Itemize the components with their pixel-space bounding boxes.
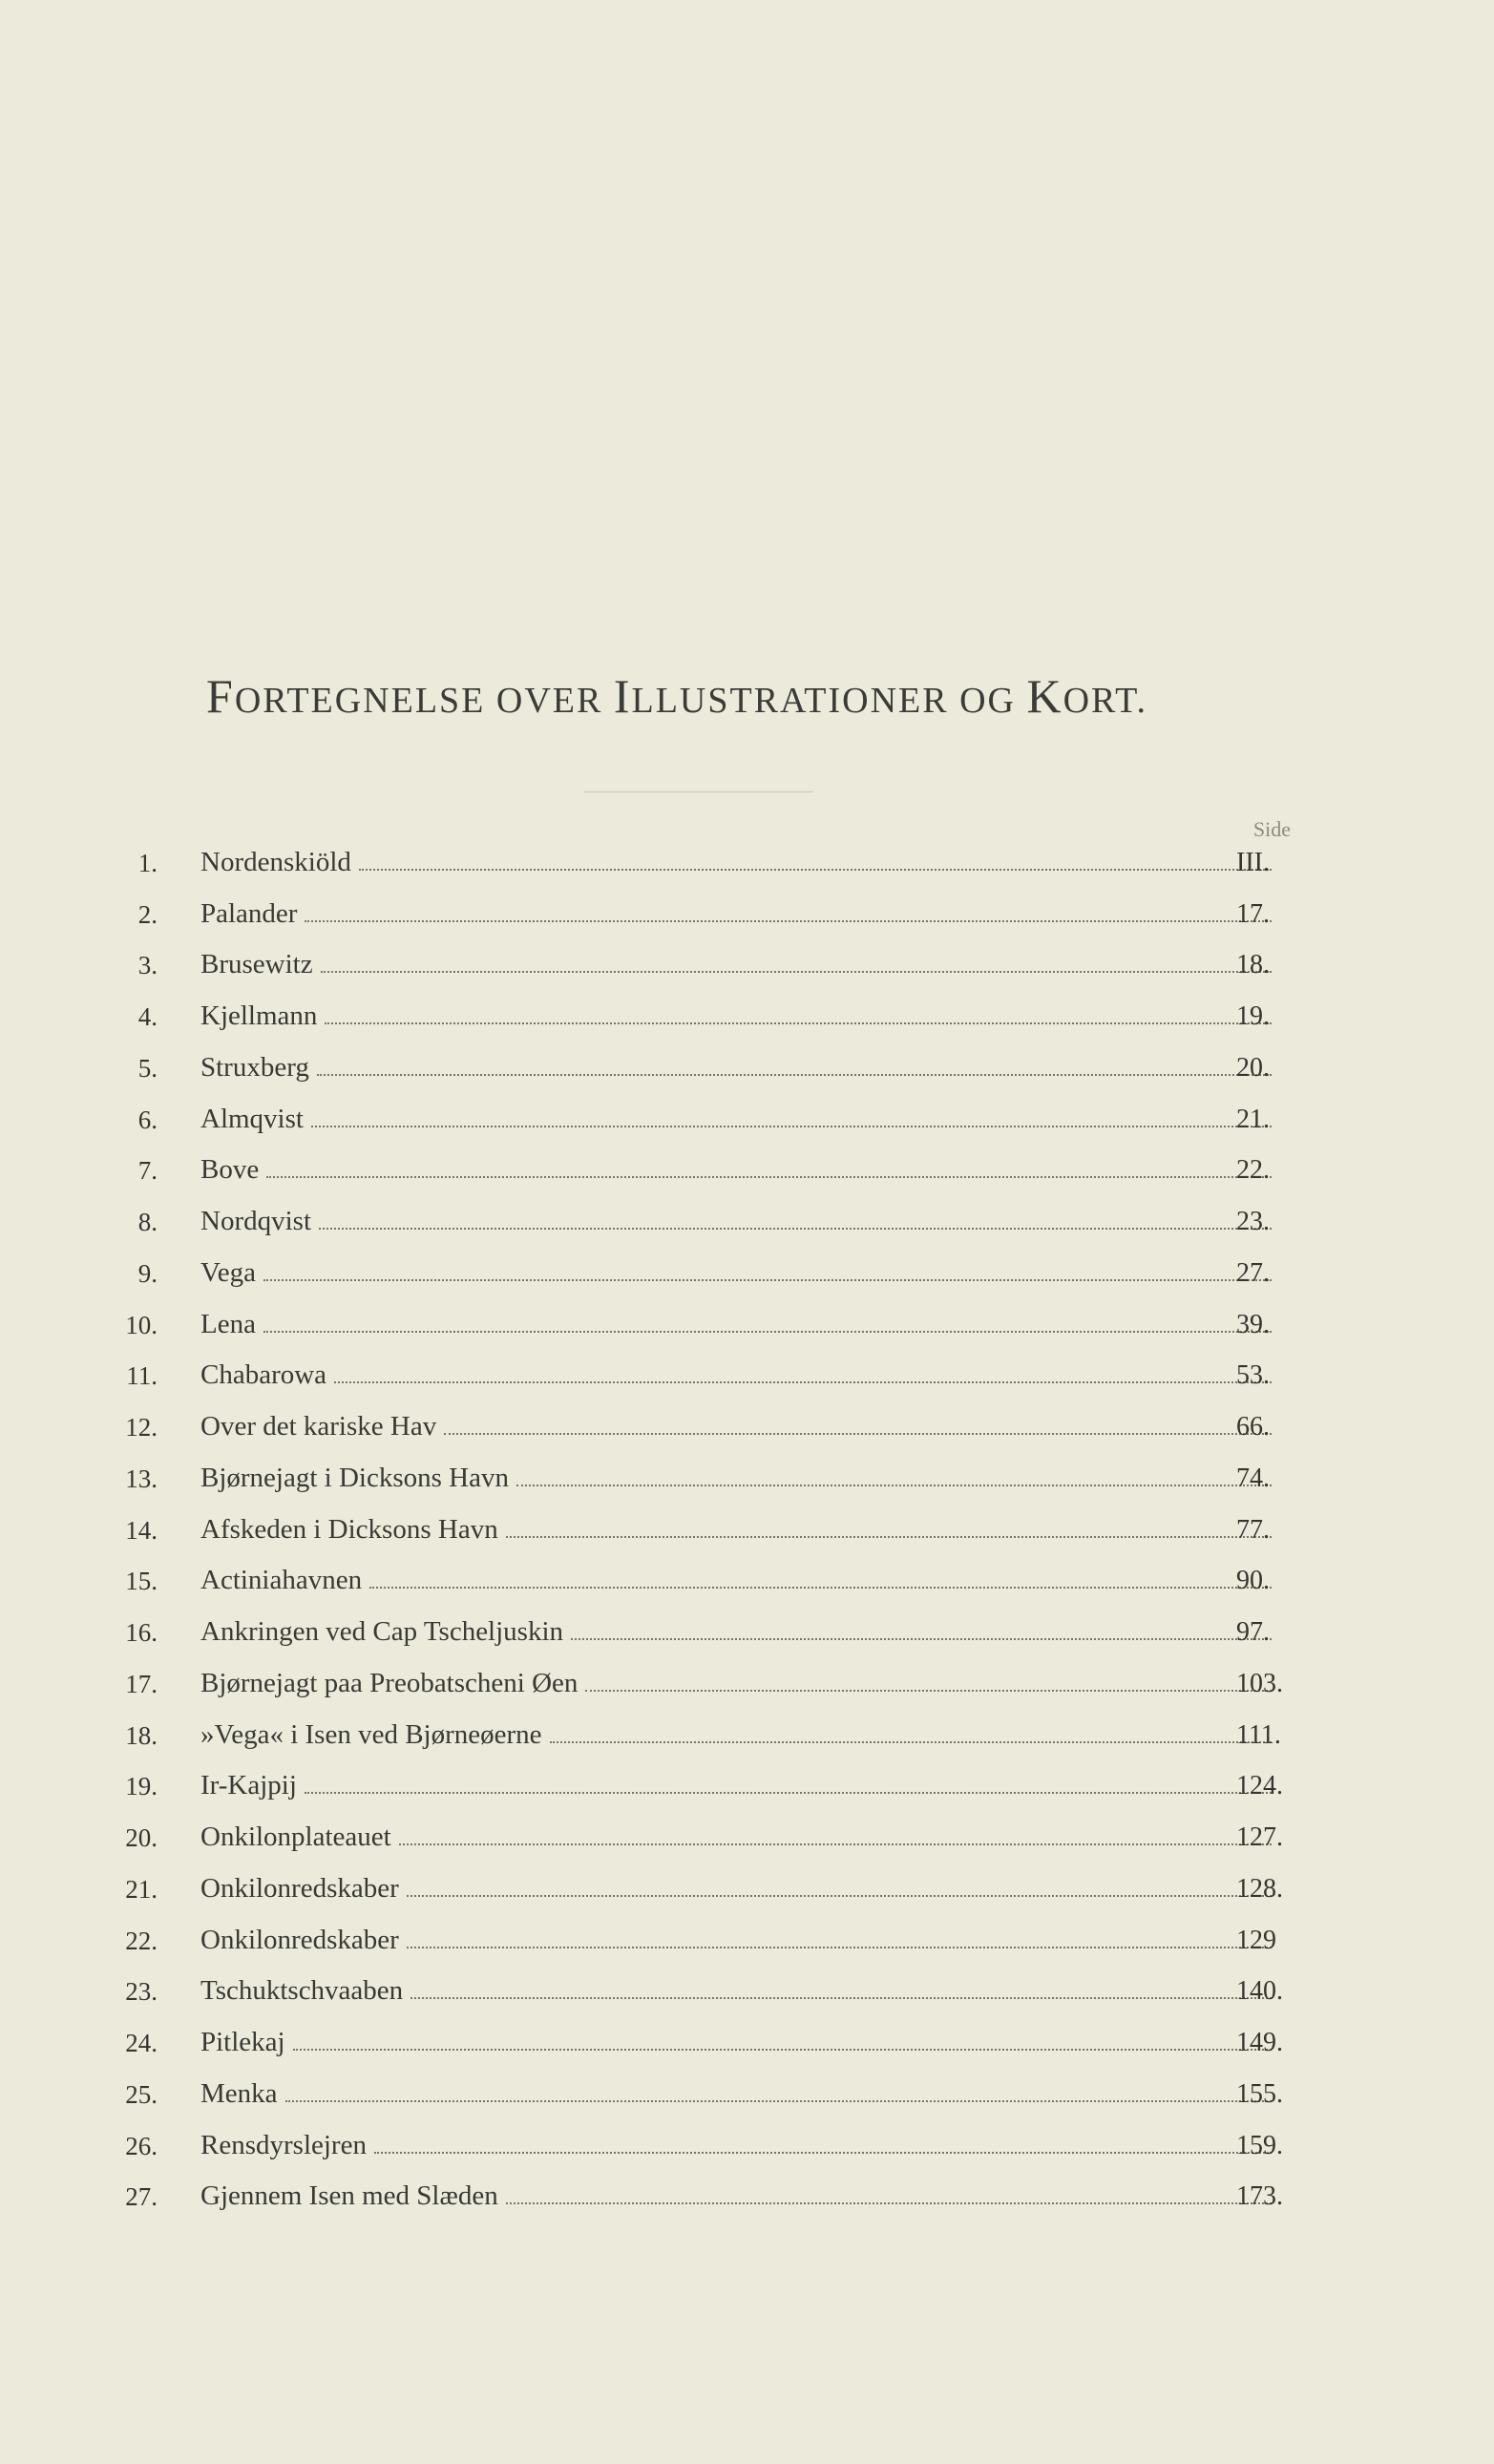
dot-leader	[374, 2152, 1272, 2154]
entry-title: Onkilonplateauet	[200, 1822, 391, 1852]
dot-leader	[263, 1279, 1272, 1281]
list-item	[0, 1147, 1494, 1198]
entry-line	[200, 949, 1279, 980]
dot-leader	[285, 2100, 1272, 2102]
entry-number: 17.	[125, 1669, 158, 1698]
entry-line	[200, 1257, 1279, 1289]
title-text: LLUSTRATIONER OG	[631, 681, 1027, 721]
entry-line	[200, 1616, 1279, 1648]
entry-title: Pitlekaj	[200, 2027, 285, 2057]
list-item	[0, 1043, 1494, 1095]
entry-number: 5.	[137, 1053, 158, 1083]
entry-number: 24.	[125, 2029, 158, 2057]
list-item	[0, 1095, 1494, 1147]
dot-leader	[305, 1792, 1272, 1794]
dot-leader	[407, 1947, 1272, 1948]
entry-title: Bjørnejagt paa Preobatscheni Øen	[200, 1667, 579, 1698]
entry-page-number: 128.	[1236, 1873, 1283, 1904]
entry-page-number: 155.	[1236, 2078, 1283, 2109]
dot-leader	[305, 920, 1272, 922]
entry-page-number: 111.	[1236, 1719, 1281, 1750]
dot-leader	[516, 1485, 1272, 1486]
entry-page-number: 27.	[1236, 1257, 1270, 1288]
dot-leader	[407, 1895, 1272, 1897]
entry-number: 11.	[126, 1361, 158, 1391]
entry-title: Brusewitz	[200, 949, 313, 980]
entry-title: Nordqvist	[200, 1206, 311, 1236]
entry-page-number: III.	[1236, 847, 1270, 877]
entry-number: 2.	[137, 899, 158, 929]
list-item	[0, 1968, 1494, 2019]
entry-number: 21.	[125, 1874, 158, 1904]
title-part	[1026, 669, 1147, 723]
dot-leader	[410, 1997, 1272, 1999]
dot-leader	[325, 1022, 1272, 1024]
title-initial: K	[1026, 669, 1063, 723]
entry-title: Ir-Kajpij	[200, 1770, 297, 1801]
entry-page-number: 97.	[1236, 1617, 1270, 1647]
entry-line	[200, 898, 1279, 930]
title-part	[613, 669, 1027, 723]
list-item	[0, 890, 1494, 941]
entry-line	[200, 1975, 1279, 2007]
page-column-header: Side	[1252, 817, 1291, 841]
page-title	[206, 668, 1147, 724]
entry-page-number: 20.	[1236, 1052, 1270, 1083]
entry-title: Vega	[200, 1256, 256, 1288]
list-item	[0, 1506, 1494, 1557]
dot-leader	[321, 971, 1272, 973]
entry-line	[200, 1463, 1279, 1494]
list-item	[0, 1249, 1494, 1300]
list-item	[0, 838, 1494, 890]
entry-title: Rensdyrslejren	[200, 2129, 367, 2160]
entry-line	[200, 1309, 1279, 1340]
entry-title: Nordenskiöld	[200, 846, 351, 877]
title-text: ORTEGNELSE OVER	[234, 681, 614, 721]
list-item	[0, 992, 1494, 1043]
entry-number: 9.	[137, 1258, 158, 1288]
entry-line	[200, 1514, 1279, 1546]
entry-line	[200, 1052, 1279, 1084]
dot-leader	[317, 1074, 1272, 1076]
entry-page-number: 66.	[1236, 1412, 1270, 1442]
entry-number: 13.	[125, 1464, 158, 1493]
list-item	[0, 1557, 1494, 1609]
dot-leader	[369, 1587, 1272, 1589]
entry-page-number: 77.	[1236, 1514, 1270, 1545]
entry-title: Bjørnejagt i Dicksons Havn	[200, 1462, 509, 1493]
list-item	[0, 1864, 1494, 1916]
dot-leader	[399, 1843, 1272, 1845]
entry-title: Onkilonredskaber	[200, 1872, 399, 1904]
entry-line	[200, 1873, 1279, 1905]
entry-number: 16.	[125, 1618, 158, 1647]
dot-leader	[571, 1638, 1272, 1640]
title-text: ORT.	[1063, 681, 1147, 721]
title-part	[206, 669, 614, 723]
entry-title: »Vega« i Isen ved Bjørneøerne	[200, 1718, 542, 1750]
title-initial: F	[206, 669, 235, 723]
entry-line	[200, 2078, 1279, 2110]
dot-leader	[550, 1741, 1272, 1743]
list-item	[0, 1402, 1494, 1454]
entry-number: 10.	[125, 1310, 158, 1339]
entry-page-number: 90.	[1236, 1566, 1270, 1596]
entry-page-number: 159.	[1236, 2130, 1283, 2160]
entry-line	[200, 2180, 1279, 2212]
entry-title: Gjennem Isen med Slæden	[200, 2180, 498, 2212]
entry-number: 4.	[137, 1002, 158, 1031]
list-item	[0, 1608, 1494, 1659]
list-item	[0, 1659, 1494, 1711]
dot-leader	[334, 1381, 1272, 1383]
entry-line	[200, 1206, 1279, 1237]
entry-page-number: 129	[1236, 1925, 1276, 1955]
entry-page-number: 39.	[1236, 1309, 1270, 1339]
entry-line	[200, 1668, 1279, 1699]
entry-number: 23.	[125, 1977, 158, 2007]
entry-number: 18.	[125, 1720, 158, 1750]
list-item	[0, 1454, 1494, 1506]
entry-title: Ankringen ved Cap Tscheljuskin	[200, 1616, 564, 1647]
list-item	[0, 1762, 1494, 1814]
list-item	[0, 941, 1494, 993]
entry-title: Almqvist	[200, 1103, 304, 1134]
entry-line	[200, 1359, 1279, 1391]
entry-line	[200, 847, 1279, 878]
dot-leader	[359, 869, 1272, 871]
dot-leader	[266, 1176, 1272, 1178]
list-item	[0, 1711, 1494, 1762]
entry-page-number: 18.	[1236, 950, 1270, 980]
entry-line	[200, 1104, 1279, 1135]
entry-line	[200, 1770, 1279, 1801]
list-item	[0, 1197, 1494, 1249]
entry-line	[200, 1925, 1279, 1956]
entry-line	[200, 1822, 1279, 1853]
list-item	[0, 1352, 1494, 1403]
entry-title: Over det kariske Hav	[200, 1411, 437, 1442]
entry-page-number: 140.	[1236, 1976, 1283, 2007]
entry-number: 12.	[125, 1413, 158, 1442]
entry-line	[200, 2027, 1279, 2058]
entry-line	[200, 1565, 1279, 1596]
entry-page-number: 21.	[1236, 1104, 1270, 1134]
entry-number: 27.	[125, 2182, 158, 2212]
dot-leader	[585, 1690, 1272, 1692]
list-item	[0, 2173, 1494, 2224]
entry-number: 14.	[125, 1515, 158, 1545]
entry-number: 8.	[137, 1208, 158, 1236]
list-item	[0, 1813, 1494, 1864]
entry-number: 15.	[125, 1567, 158, 1596]
list-item	[0, 2018, 1494, 2070]
list-item	[0, 2121, 1494, 2173]
entry-number: 25.	[125, 2079, 158, 2109]
entry-title: Kjellmann	[200, 1000, 318, 1031]
entry-number: 20.	[125, 1823, 158, 1852]
entry-line	[200, 1000, 1279, 1032]
dot-leader	[293, 2049, 1272, 2051]
entry-number: 22.	[125, 1926, 158, 1955]
entry-title: Chabarowa	[200, 1359, 327, 1391]
entry-title: Bove	[200, 1154, 260, 1186]
entry-title: Actiniahavnen	[200, 1565, 363, 1596]
list-item	[0, 1916, 1494, 1968]
entry-number: 3.	[137, 951, 158, 980]
entry-number: 6.	[137, 1105, 158, 1134]
entry-line	[200, 1719, 1279, 1751]
entry-number: 19.	[125, 1772, 158, 1801]
entry-page-number: 17.	[1236, 898, 1270, 929]
entry-line	[200, 1154, 1279, 1186]
entry-title: Menka	[200, 2077, 278, 2109]
entry-page-number: 23.	[1236, 1207, 1270, 1236]
entry-page-number: 22.	[1236, 1155, 1270, 1186]
dot-leader	[444, 1433, 1272, 1435]
list-item	[0, 2070, 1494, 2121]
entry-page-number: 149.	[1236, 2028, 1283, 2057]
entry-page-number: 53.	[1236, 1360, 1270, 1391]
entry-page-number: 127.	[1236, 1822, 1283, 1852]
list-item	[0, 1300, 1494, 1352]
entry-page-number: 74.	[1236, 1463, 1270, 1493]
entry-line	[200, 1411, 1279, 1443]
dot-leader	[311, 1126, 1272, 1127]
entry-title: Lena	[200, 1308, 256, 1339]
title-initial: I	[613, 669, 632, 723]
entry-page-number: 173.	[1236, 2181, 1283, 2212]
entry-number: 1.	[137, 848, 158, 877]
dot-leader	[506, 1536, 1272, 1538]
entry-page-number: 124.	[1236, 1771, 1283, 1801]
entry-title: Tschuktschvaaben	[200, 1975, 404, 2007]
entry-title: Afskeden i Dicksons Havn	[200, 1513, 498, 1545]
dot-leader	[319, 1228, 1272, 1230]
entry-line	[200, 2130, 1279, 2161]
entry-number: 7.	[137, 1156, 158, 1186]
illustration-list	[0, 838, 1494, 2223]
entry-title: Onkilonredskaber	[200, 1924, 399, 1955]
dot-leader	[506, 2202, 1272, 2204]
entry-title: Palander	[200, 897, 298, 929]
entry-page-number: 19.	[1236, 1001, 1270, 1031]
entry-number: 26.	[125, 2131, 158, 2160]
title-divider	[584, 791, 813, 792]
dot-leader	[263, 1331, 1272, 1333]
entry-title: Struxberg	[200, 1051, 309, 1083]
entry-page-number: 103.	[1236, 1668, 1283, 1698]
